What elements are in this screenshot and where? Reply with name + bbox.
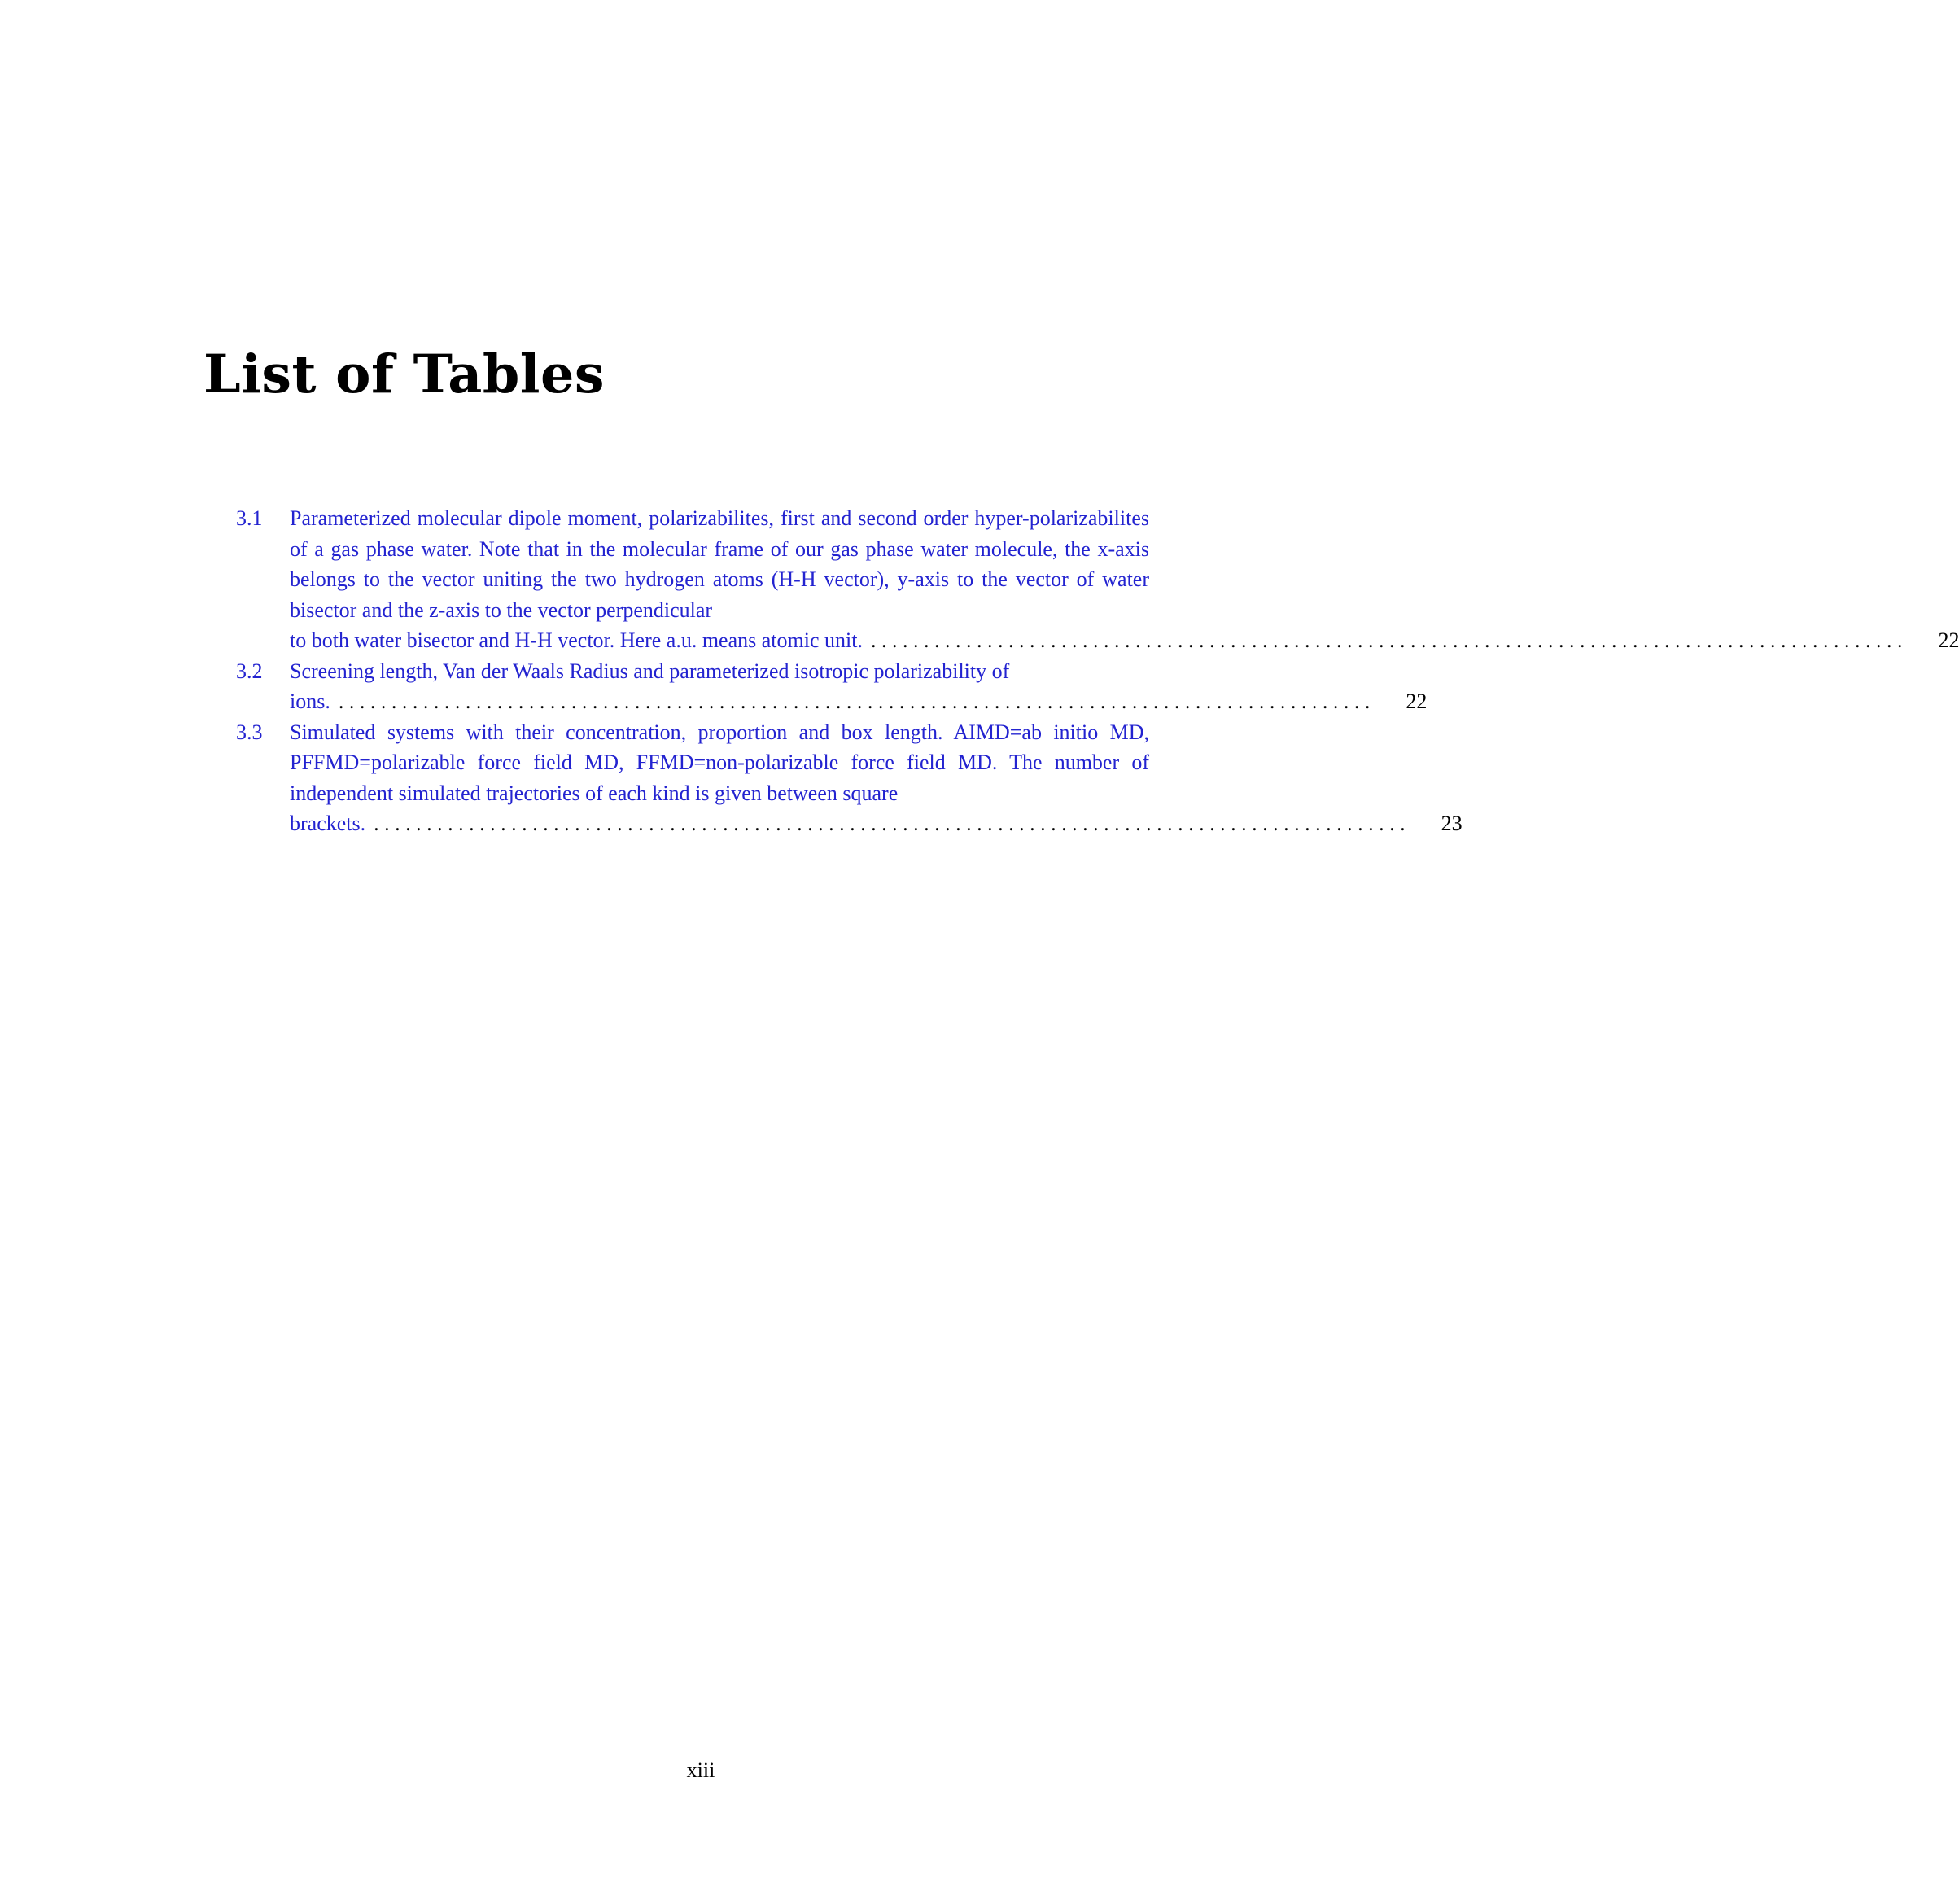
toc-entry-number[interactable]: 3.1	[236, 506, 263, 530]
dot-leader: . . . . . . . . . . . . . . . . . . . . . . . . . . . . . . . . . . . . . . . . . . . . . . . . . . . . . . . . . . . . . . . . . . . . . . . . . . . . . . . . . . . . . . . . . . . . . . . . . .	[870, 628, 1903, 652]
toc-entry-page[interactable]: 22	[1938, 628, 1959, 652]
toc-entry-3-2[interactable]	[236, 656, 1428, 717]
page-number: xiii	[686, 1758, 715, 1782]
toc-entry-caption-end[interactable]: ions.	[290, 689, 330, 713]
toc-entry-caption[interactable]: Simulated systems with their concentration, proportion and box length. AIMD=ab initio MD, PFFMD=polarizable force field MD, FFMD=non-polarizable force field MD. The number of independent simulated trajectories of each kind is given between square	[290, 720, 1149, 805]
toc-entry-number[interactable]: 3.3	[236, 720, 263, 744]
toc-entry-caption-end[interactable]: to both water bisector and H-H vector. Here a.u. means atomic unit.	[290, 628, 863, 652]
toc-entry-last-line	[290, 808, 1463, 839]
toc-entry-number[interactable]: 3.2	[236, 659, 263, 683]
toc-entry-page[interactable]: 23	[1441, 812, 1463, 835]
dot-leader: . . . . . . . . . . . . . . . . . . . . . . . . . . . . . . . . . . . . . . . . . . . . . . . . . . . . . . . . . . . . . . . . . . . . . . . . . . . . . . . . . . . . . . . . . . . . . . . . . .	[374, 812, 1406, 835]
toc-entry-body	[290, 656, 1428, 717]
toc-entry-3-1[interactable]	[236, 503, 1959, 656]
toc-entry-caption[interactable]: Screening length, Van der Waals Radius and parameterized isotropic polarizability of	[290, 659, 1010, 683]
toc-entry-3-3[interactable]	[236, 717, 1463, 839]
page-title: List of Tables	[203, 344, 605, 405]
toc-entry-body	[290, 717, 1463, 839]
toc-entry-page[interactable]: 22	[1406, 689, 1428, 713]
dot-leader: . . . . . . . . . . . . . . . . . . . . . . . . . . . . . . . . . . . . . . . . . . . . . . . . . . . . . . . . . . . . . . . . . . . . . . . . . . . . . . . . . . . . . . . . . . . . . . . . . .	[338, 689, 1371, 713]
toc-entry-caption-end[interactable]: brackets.	[290, 812, 366, 835]
toc-entry-last-line	[290, 686, 1428, 717]
list-of-tables	[236, 503, 1959, 839]
toc-entry-caption[interactable]: Parameterized molecular dipole moment, polarizabilites, first and second order hyper-polarizabilites of a gas phase water. Note that in the molecular frame of our gas phase water molecule, the x-axis belongs to the vector uniting the two hydrogen atoms (H-H vector), y-axis to the vector of water bisector and the z-axis to the vector perpendicular	[290, 506, 1149, 622]
toc-entry-last-line	[290, 625, 1959, 656]
toc-entry-body	[290, 503, 1959, 656]
